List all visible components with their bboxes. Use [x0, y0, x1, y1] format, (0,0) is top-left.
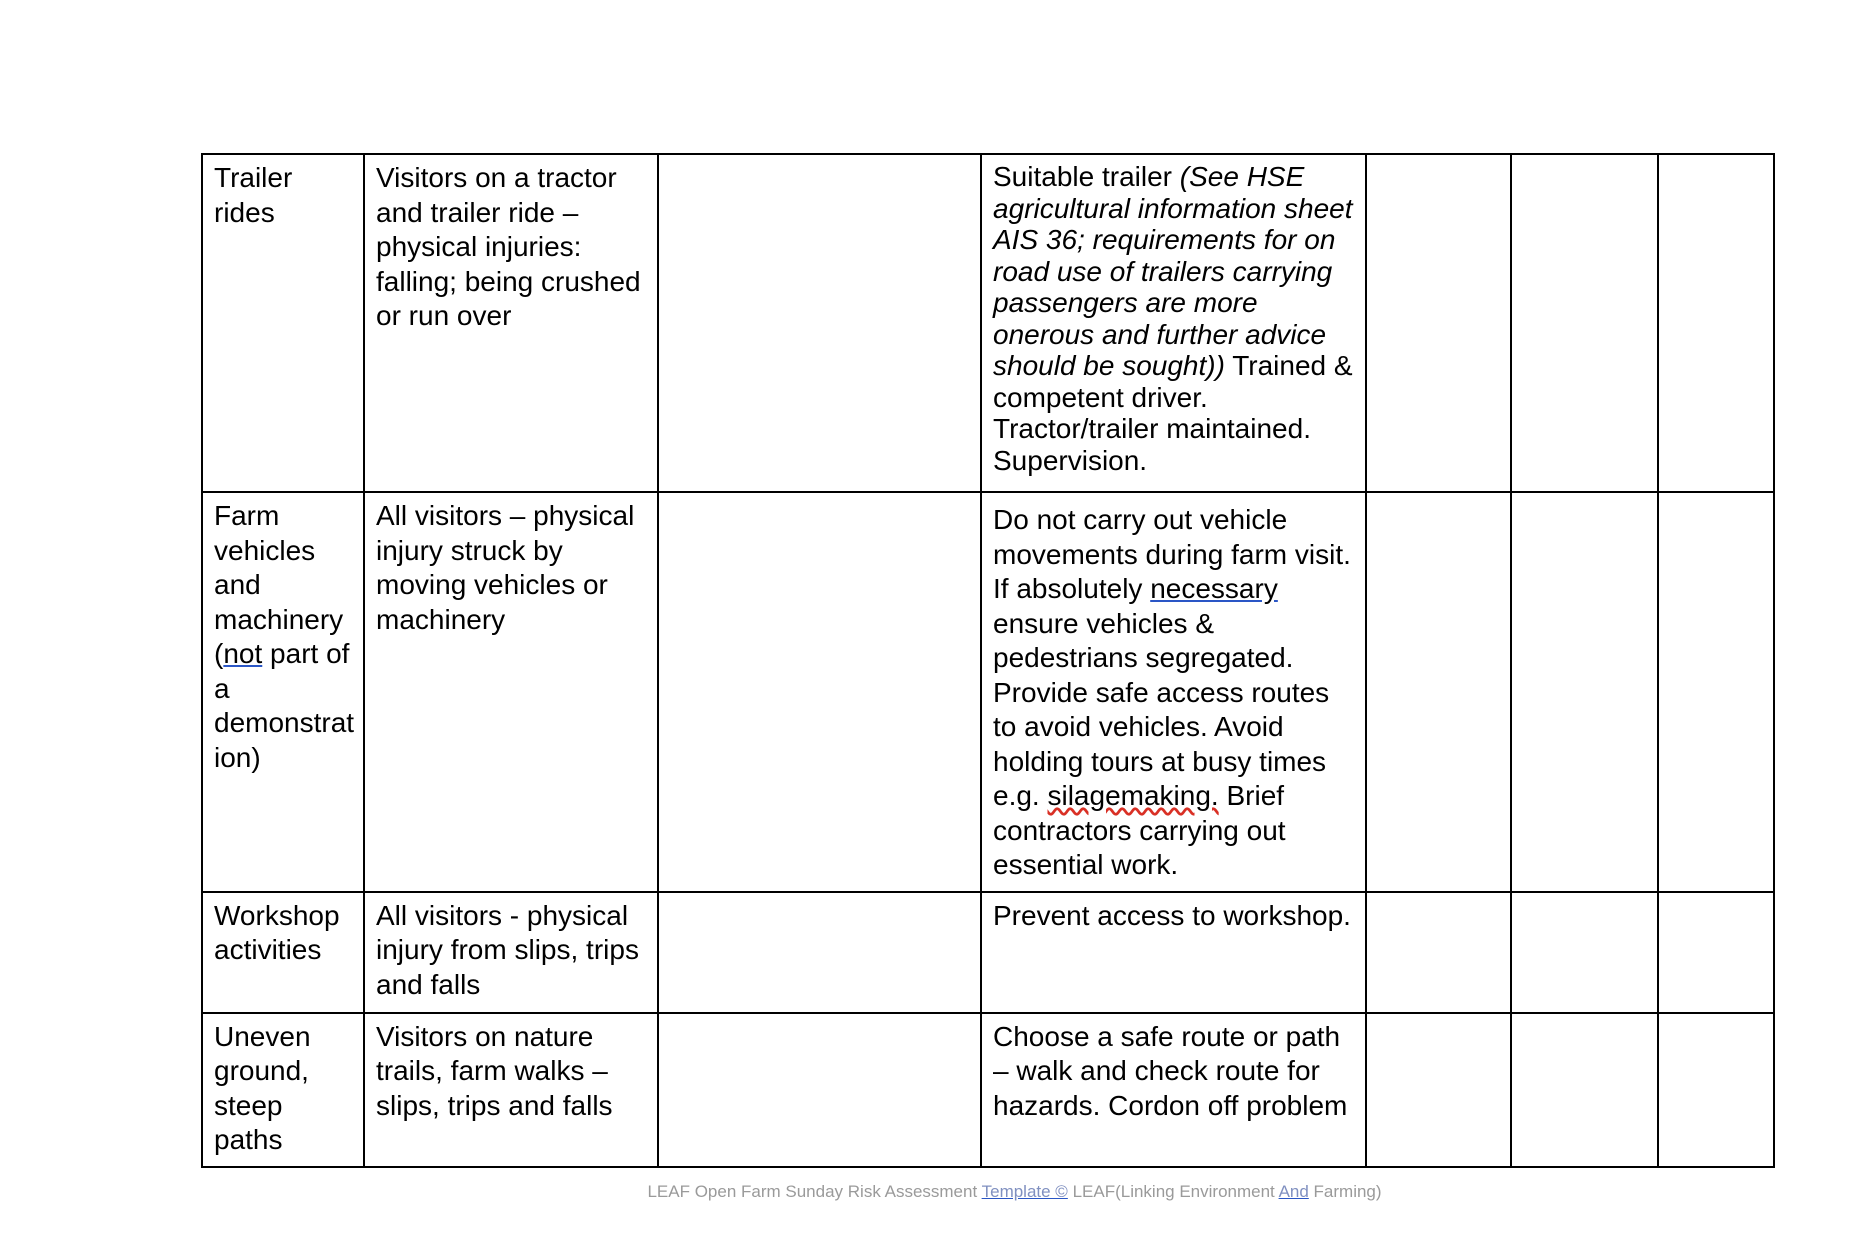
hazard-cell: Visitors on nature trails, farm walks – slips, trips and falls — [364, 1013, 658, 1167]
empty-cell — [1366, 1013, 1511, 1167]
activity-cell: Trailer rides — [202, 154, 364, 492]
page-footer: LEAF Open Farm Sunday Risk Assessment Template © LEAF(Linking Environment And Farming) — [647, 1182, 1382, 1201]
table-row — [202, 492, 1774, 892]
empty-cell — [1511, 892, 1658, 1013]
table-row — [202, 154, 1774, 492]
grammar-flagged-word[interactable]: not — [223, 638, 263, 669]
empty-cell — [1658, 1013, 1774, 1167]
spelling-flagged-word[interactable]: silagemaking. — [1047, 780, 1219, 811]
controls-cell: Suitable trailer (See HSE agricultural information sheet AIS 36; requirements for on road use of trailers carrying passengers are more onerous and further advice should be sought)) Trained & competent driver. Tractor/trailer maintained. Supervision. — [981, 154, 1366, 492]
risk-cell — [658, 1013, 981, 1167]
hazard-cell: All visitors - physical injury from slips, trips and falls — [364, 892, 658, 1013]
activity-cell: Farm vehicles and machinery (not part of a demonstrat ion) — [202, 492, 364, 892]
empty-cell — [1511, 154, 1658, 492]
controls-cell: Choose a safe route or path – walk and check route for hazards. Cordon off problem — [981, 1013, 1366, 1167]
table-row — [202, 892, 1774, 1013]
footer-template-link[interactable]: Template © — [981, 1182, 1068, 1201]
activity-cell: Workshop activities — [202, 892, 364, 1013]
controls-cell: Do not carry out vehicle movements during farm visit. If absolutely necessary ensure vehicles & pedestrians segregated. Provide safe access routes to avoid vehicles. Avoid holding tours at busy times e.g. silagemaking. Brief contractors carrying out essential work. — [981, 492, 1366, 892]
activity-cell: Uneven ground, steep paths — [202, 1013, 364, 1167]
empty-cell — [1658, 892, 1774, 1013]
grammar-flagged-word[interactable]: necessary — [1150, 573, 1278, 604]
empty-cell — [1366, 892, 1511, 1013]
risk-cell — [658, 154, 981, 492]
risk-assessment-table — [201, 153, 1775, 1168]
controls-cell: Prevent access to workshop. — [981, 892, 1366, 1013]
empty-cell — [1511, 492, 1658, 892]
hse-reference-note: (See HSE agricultural information sheet AIS 36; requirements for on road use of trailers carrying passengers are more onerous and further advice should be sought)) — [993, 161, 1353, 381]
empty-cell — [1658, 154, 1774, 492]
empty-cell — [1366, 154, 1511, 492]
footer-and-link[interactable]: And — [1278, 1182, 1309, 1201]
risk-cell — [658, 492, 981, 892]
empty-cell — [1658, 492, 1774, 892]
empty-cell — [1366, 492, 1511, 892]
table-row — [202, 1013, 1774, 1167]
hazard-cell: Visitors on a tractor and trailer ride – physical injuries: falling; being crushed or run over — [364, 154, 658, 492]
risk-cell — [658, 892, 981, 1013]
hazard-cell: All visitors – physical injury struck by moving vehicles or machinery — [364, 492, 658, 892]
empty-cell — [1511, 1013, 1658, 1167]
